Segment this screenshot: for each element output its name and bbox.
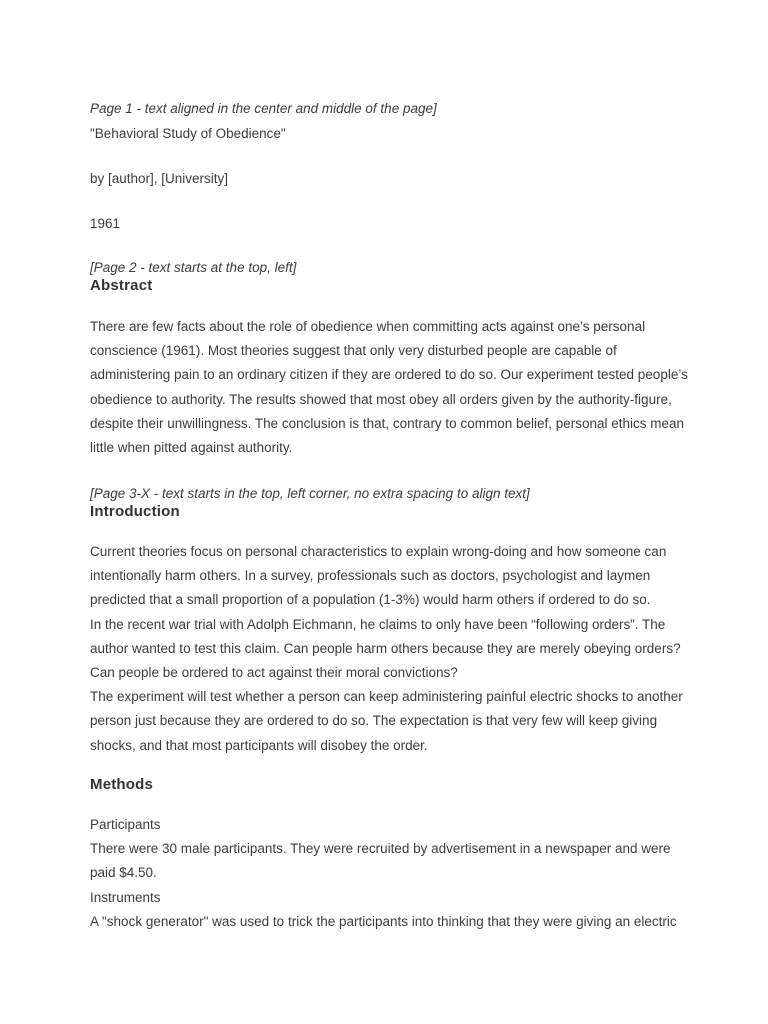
publication-year: 1961: [90, 216, 121, 231]
abstract-line: little when pitted against authority.: [90, 440, 293, 456]
abstract-line: despite their unwillingness. The conclusion is that, contrary to common belief, personal ethics mean: [90, 415, 685, 431]
methods-paragraph: [90, 813, 677, 934]
abstract-line: administering pain to an ordinary citizen if they are ordered to do so. Our experiment tested people’s: [90, 367, 688, 383]
paper-title: "Behavioral Study of Obedience": [90, 126, 286, 141]
abstract-heading: Abstract: [90, 277, 153, 294]
abstract-paragraph: [90, 315, 688, 460]
introduction-line: In the recent war trial with Adolph Eichmann, he claims to only have been “following orders”. The: [90, 616, 666, 632]
introduction-line: shocks, and that most participants will disobey the order.: [90, 737, 428, 753]
methods-subheading-participants: Participants: [90, 817, 161, 832]
abstract-line: obedience to authority. The results showed that most obey all orders given by the authority-figure,: [90, 391, 672, 407]
introduction-line: predicted that a small proportion of a population (1-3%) would harm others if ordered to do so.: [90, 592, 651, 608]
methods-heading: Methods: [90, 776, 154, 793]
introduction-line: person just because they are ordered to do so. The expectation is that very few will keep giving: [90, 713, 658, 729]
introduction-heading: Introduction: [90, 503, 180, 520]
methods-line: paid $4.50.: [90, 865, 157, 881]
methods-subheading-instruments: Instruments: [90, 889, 161, 905]
introduction-line: author wanted to test this claim. Can people harm others because they are merely obeying orders?: [90, 640, 681, 656]
introduction-line: Current theories focus on personal characteristics to explain wrong-doing and how someone can: [90, 544, 667, 559]
methods-line: There were 30 male participants. They were recruited by advertisement in a newspaper and were: [90, 841, 671, 857]
introduction-paragraph: [90, 540, 683, 758]
page2-layout-note: [Page 2 - text starts at the top, left]: [90, 260, 297, 275]
abstract-line: conscience (1961). Most theories suggest that only very disturbed people are capable of: [90, 343, 617, 359]
author-byline: by [author], [University]: [90, 171, 229, 186]
abstract-line: There are few facts about the role of obedience when committing acts against one’s personal: [90, 319, 646, 334]
introduction-line: intentionally harm others. In a survey, professionals such as doctors, psychologist and laymen: [90, 568, 651, 584]
introduction-line: The experiment will test whether a person can keep administering painful electric shocks to another: [90, 689, 683, 705]
page1-layout-note: Page 1 - text aligned in the center and middle of the page]: [90, 101, 437, 116]
page3-layout-note: [Page 3-X - text starts in the top, left corner, no extra spacing to align text]: [90, 486, 530, 501]
methods-line: A "shock generator" was used to trick the participants into thinking that they were giving an electric: [90, 913, 677, 929]
introduction-line: Can people be ordered to act against their moral convictions?: [90, 665, 458, 681]
